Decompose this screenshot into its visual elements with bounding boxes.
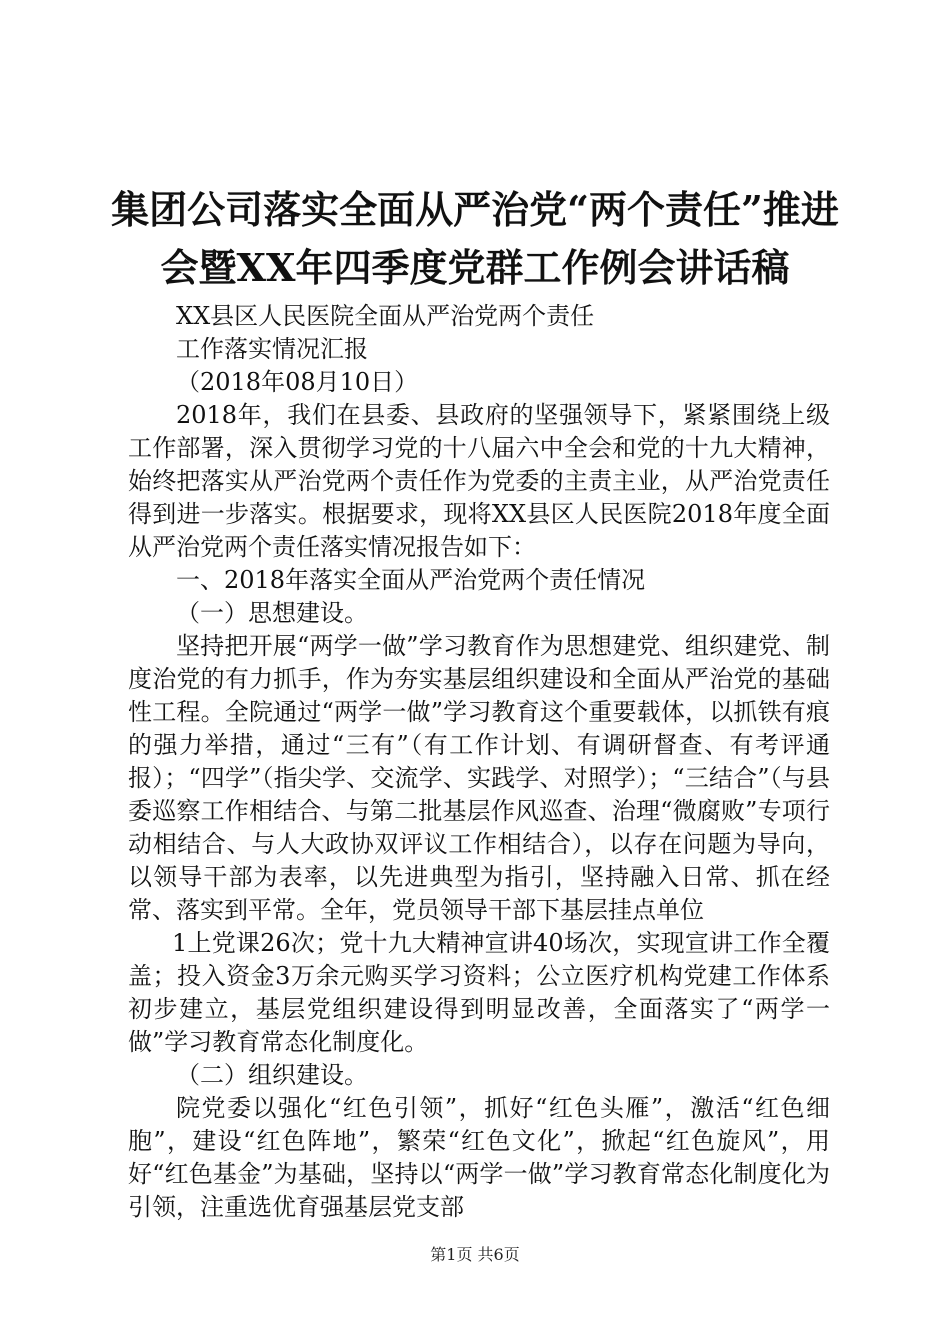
document-title-line-2: 会暨XX年四季度党群工作例会讲话稿: [160, 245, 790, 290]
report-heading-line-1: XX县区人民医院全面从严治党两个责任: [176, 302, 595, 330]
paragraph-results: 1上党课26次；党十九大精神宣讲40场次，实现宣讲工作全覆盖；投入资金3万余元购买学习资料；公立医疗机构党建工作体系初步建立，基层党组织建设得到明显改善，全面落实了“两学一做”学习教育常态化制度化。: [128, 929, 830, 1056]
paragraph-organization: 院党委以强化“红色引领”，抓好“红色头雁”，激活“红色细胞”，建设“红色阵地”，繁荣“红色文化”，掀起“红色旋风”，用好“红色基金”为基础，坚持以“两学一做”学习教育常态化制度化为引领，注重选优育强基层党支部: [128, 1094, 830, 1221]
subsection-heading-1: （一）思想建设。: [176, 599, 368, 627]
subsection-heading-2: （二）组织建设。: [176, 1061, 368, 1089]
report-heading-line-2: 工作落实情况汇报: [176, 335, 368, 363]
page-footer: 第1页 共6页: [430, 1245, 520, 1264]
paragraph-ideology: 坚持把开展“两学一做”学习教育作为思想建党、组织建党、制度治党的有力抓手，作为夯实基层组织建设和全面从严治党的基础性工程。全院通过“两学一做”学习教育这个重要载体，以抓铁有痕的强力举措，通过“三有”（有工作计划、有调研督查、有考评通报）；“四学”（指尖学、交流学、实践学、对照学）；“三结合”（与县委巡察工作相结合、与第二批基层作风巡查、治理“微腐败”专项行动相结合、与人大政协双评议工作相结合），以存在问题为导向，以领导干部为表率，以先进典型为指引，坚持融入日常、抓在经常、落实到平常。全年，党员领导干部下基层挂点单位: [128, 632, 830, 924]
report-date: （2018年08月10日）: [176, 368, 419, 396]
paragraph-intro: 2018年，我们在县委、县政府的坚强领导下，紧紧围绕上级工作部署，深入贯彻学习党的十八届六中全会和党的十九大精神，始终把落实从严治党两个责任作为党委的主责主业，从严治党责任得到进一步落实。根据要求，现将XX县区人民医院2018年度全面从严治党两个责任落实情况报告如下：: [128, 401, 830, 561]
section-heading-1: 一、2018年落实全面从严治党两个责任情况: [176, 566, 646, 594]
document-title-line-1: 集团公司落实全面从严治党“两个责任”推进: [111, 187, 839, 232]
document-body: [128, 300, 830, 1224]
